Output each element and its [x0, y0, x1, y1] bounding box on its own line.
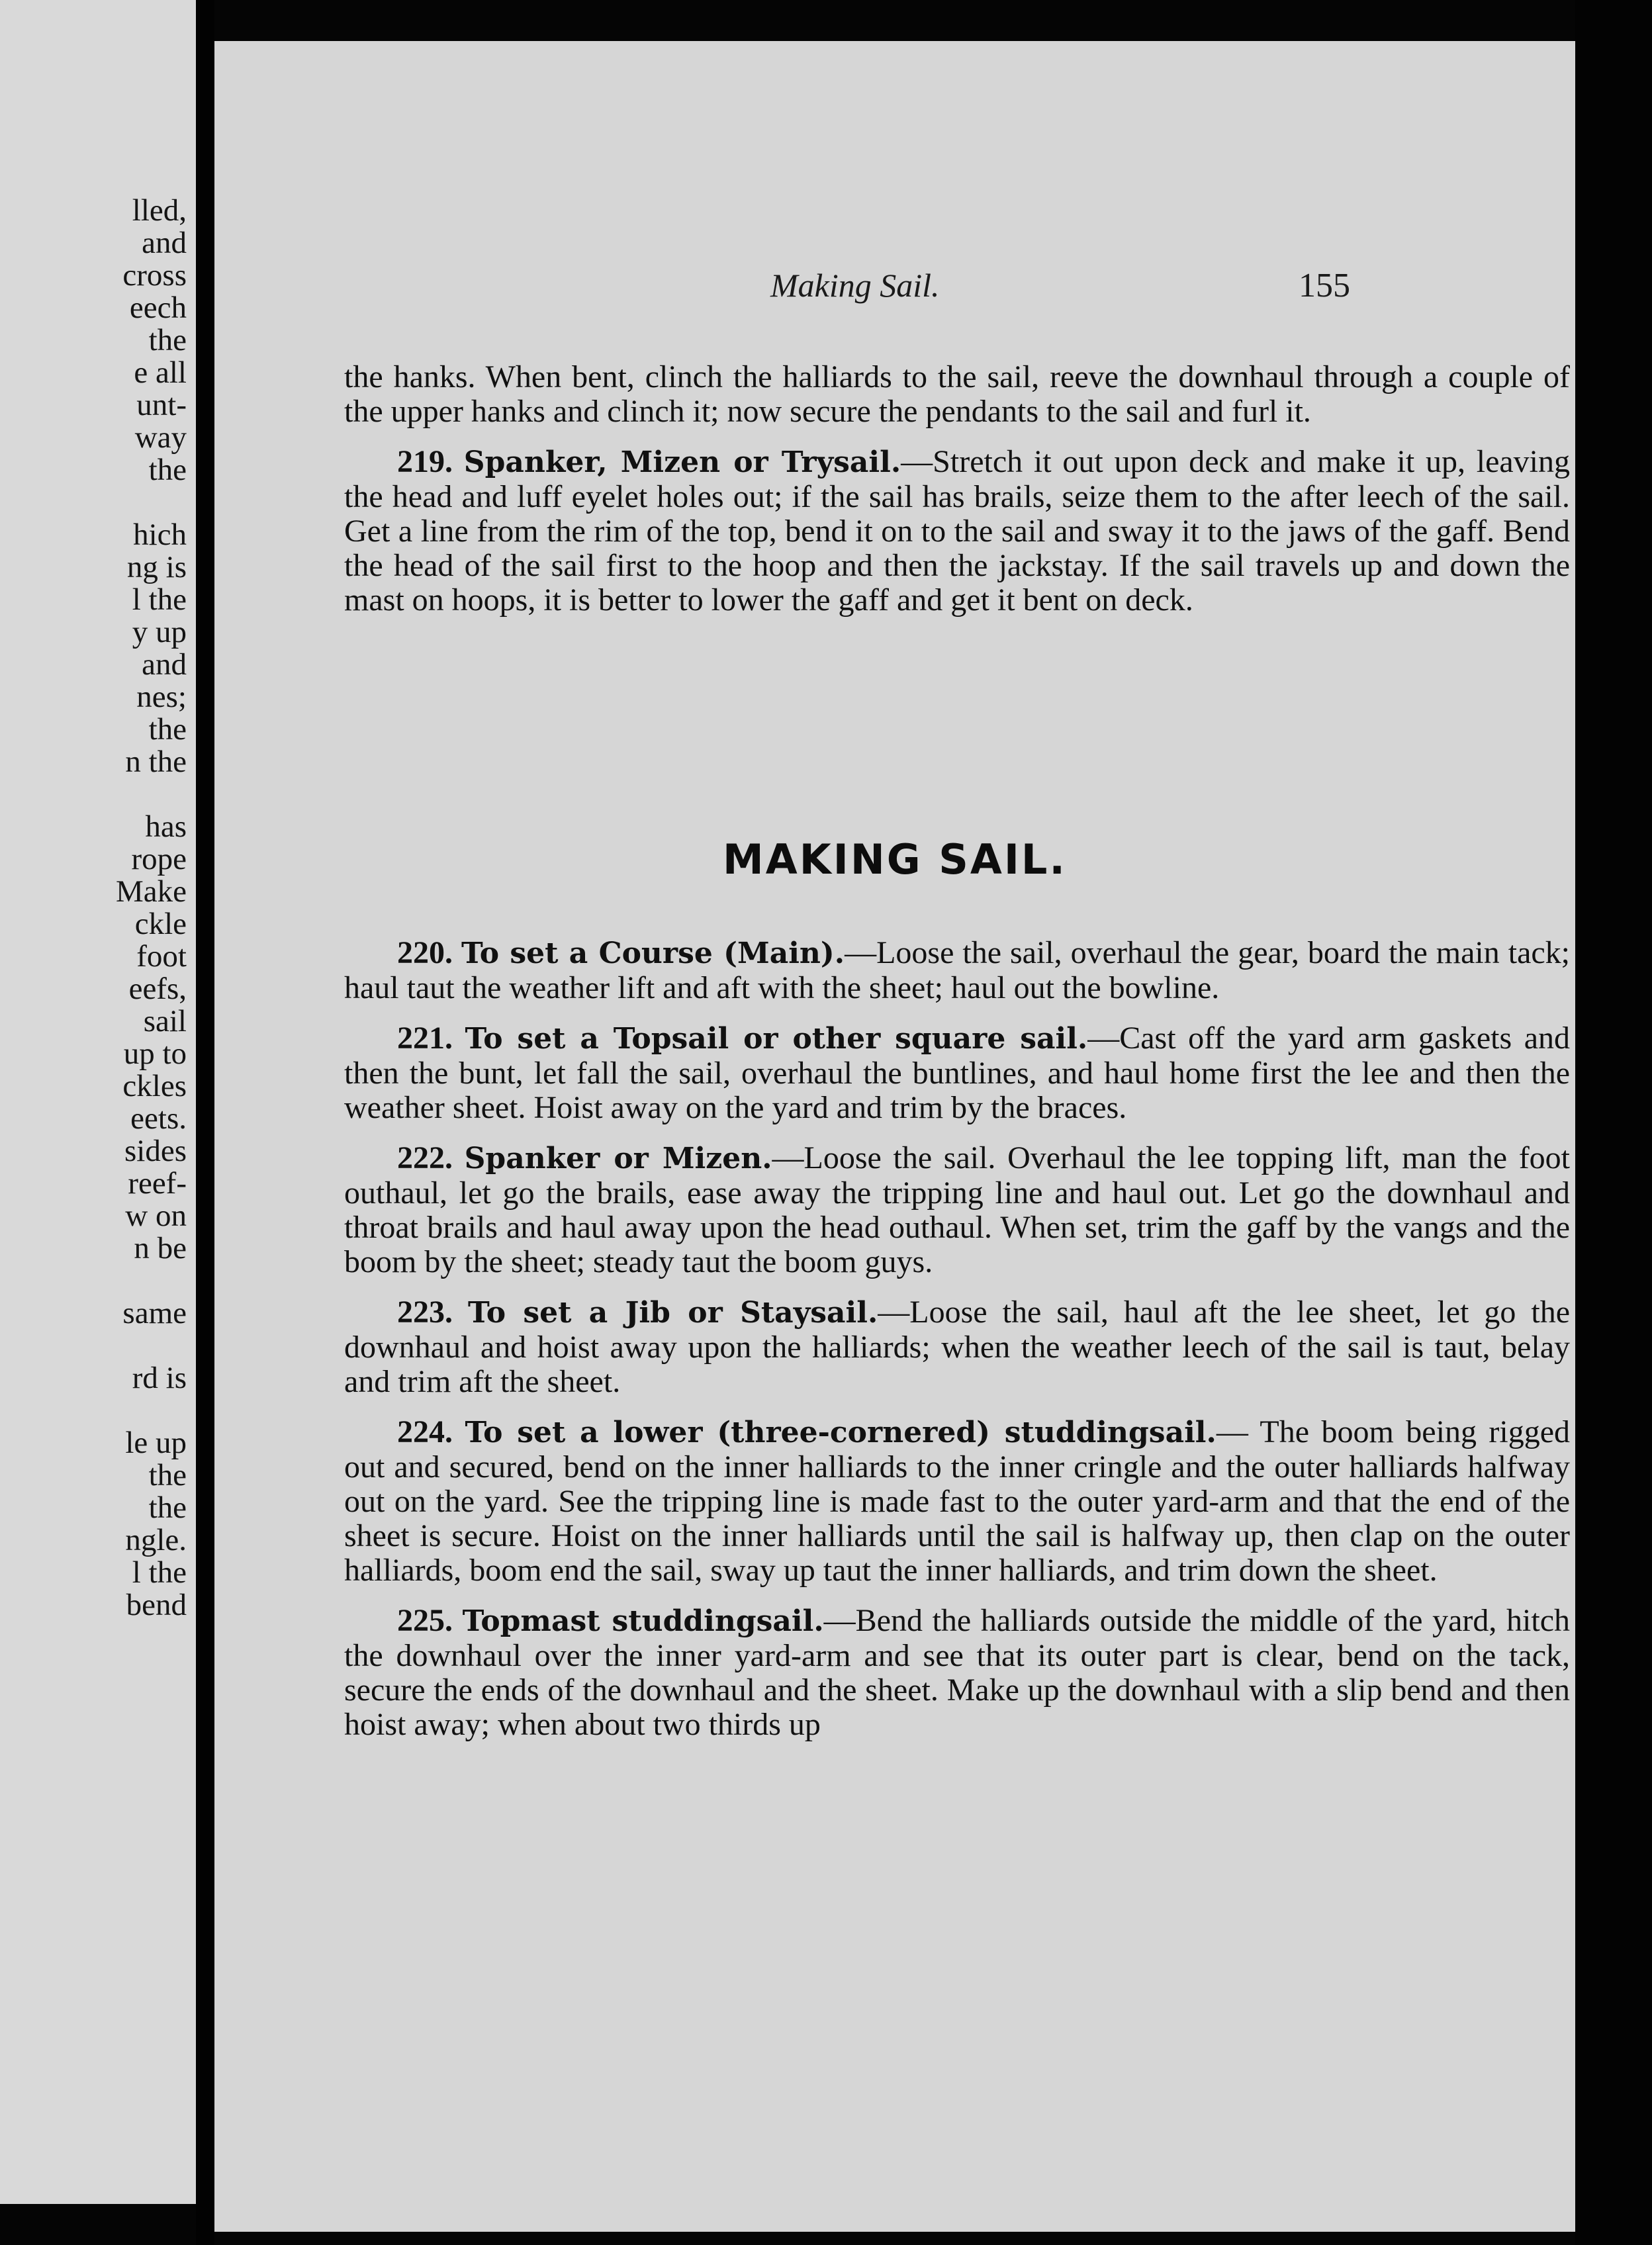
- left-page-fragment: [0, 130, 187, 162]
- paragraph-number: 223.: [397, 1295, 453, 1330]
- paragraph-text: —Loose the sail, haul aft the lee sheet, let go the downhaul and hoist away upon the halliards; when the weather leech of the sail is taut, belay and trim aft the sheet.: [344, 1295, 1571, 1399]
- left-page-fragment: [0, 486, 187, 519]
- paragraph-heading: Spanker or Mizen.: [464, 1142, 772, 1175]
- left-page-fragment: ng is: [126, 550, 187, 584]
- section-title: MAKING SAIL.: [723, 835, 1067, 884]
- left-page-fragment: n the: [125, 745, 187, 779]
- left-page-fragment: rd is: [132, 1361, 187, 1395]
- left-page-fragment: [0, 65, 187, 97]
- paragraph-heading: To set a Topsail or other square sail.: [465, 1022, 1088, 1056]
- left-page-fragment: cross: [122, 258, 187, 293]
- right-page-edge: [1575, 0, 1652, 2245]
- left-page-fragment: bend: [126, 1588, 187, 1622]
- left-page-fragment: eets.: [130, 1101, 187, 1136]
- left-page-fragment: [0, 778, 187, 811]
- left-page-fragment: has: [145, 809, 187, 844]
- left-page-fragment: ckle: [134, 907, 187, 941]
- left-page-fragment: sides: [124, 1134, 187, 1168]
- left-page-fragment: [0, 1395, 187, 1427]
- left-page-fragment: up to: [123, 1036, 187, 1071]
- paragraph-text: —Stretch it out upon deck and make it up, leaving the head and luff eyelet holes out; if the sail has brails, seize them to the after leech of the sail. Get a line from the rim of the top, bend it on to the sail and sway it to the jaws of the gaff. Bend the head of the sail first to the hoop and then the jackstay. If the sail travels up and down the mast on hoops, it is better to lower the gaff and get it bent on deck.: [344, 444, 1571, 618]
- paragraph-heading: To set a Course (Main).: [461, 937, 845, 970]
- paragraph-heading: To set a lower (three-cornered) studdingsail.: [465, 1416, 1216, 1449]
- right-page: [214, 41, 1575, 2232]
- left-page-fragment: eech: [129, 291, 187, 325]
- top-text-block: [344, 360, 1570, 633]
- paragraph-number: 219.: [397, 444, 453, 479]
- left-page-fragment: y up: [132, 615, 187, 649]
- paragraph: [344, 1295, 1570, 1399]
- left-page-fragment: way: [134, 420, 187, 455]
- left-page-fragment: rope: [131, 842, 187, 876]
- left-page-fragment: the: [148, 712, 187, 747]
- left-page-fragment: le up: [125, 1426, 187, 1460]
- paragraph-number: 222.: [397, 1140, 453, 1175]
- left-page-fragment: ckles: [122, 1069, 187, 1103]
- left-page-fragment: [0, 32, 187, 65]
- left-page-fragment: w on: [125, 1199, 187, 1233]
- paragraph-number: 220.: [397, 935, 453, 970]
- left-page-fragment: and: [142, 226, 187, 260]
- paragraph-heading: Spanker, Mizen or Trysail.: [463, 445, 901, 479]
- paragraph: [344, 1604, 1570, 1742]
- left-facing-page: [0, 0, 196, 2204]
- left-page-fragment: lled,: [132, 193, 187, 228]
- paragraph-text: — The boom being rigged out and secured, bend on the inner halliards to the inner cringle and the outer halliards halfway out on the yard. See the tripping line is made fast to the outer yard-arm and that the end of the sheet is secure. Hoist on the inner halliards until the sail is halfway up, then clap on the outer halliards, boom end the sail, sway up taut the inner halliards, and trim down the sheet.: [344, 1414, 1571, 1588]
- left-page-fragment: [0, 97, 187, 130]
- left-page-fragment: Make: [115, 874, 187, 909]
- paragraph-text: the hanks. When bent, clinch the halliards to the sail, reeve the downhaul through a couple of the upper hanks and clinch it; now secure the pendants to the sail and furl it.: [344, 359, 1570, 429]
- left-page-fragment: e all: [134, 355, 187, 390]
- left-page-text-fragments: [0, 0, 187, 1622]
- paragraph-text: —Cast off the yard arm gaskets and then the bunt, let fall the sail, overhaul the buntlines, and haul home first the lee and then the weather sheet. Hoist away on the yard and trim by the braces.: [344, 1021, 1571, 1125]
- paragraph: [344, 1021, 1570, 1125]
- left-page-fragment: nes;: [136, 680, 187, 714]
- paragraph: [344, 1141, 1570, 1279]
- left-page-fragment: sail: [143, 1004, 187, 1038]
- left-page-fragment: the: [148, 1490, 187, 1525]
- paragraph: [344, 1415, 1570, 1588]
- left-page-fragment: [0, 162, 187, 195]
- main-text-block: [344, 936, 1570, 1758]
- paragraph: [344, 445, 1570, 618]
- left-page-fragment: and: [142, 647, 187, 682]
- paragraph: [344, 936, 1570, 1005]
- left-page-fragment: l the: [132, 1555, 187, 1590]
- left-page-fragment: l the: [132, 582, 187, 617]
- left-page-fragment: foot: [136, 939, 187, 974]
- left-page-fragment: the: [148, 1458, 187, 1492]
- paragraph-number: 221.: [397, 1021, 453, 1056]
- paragraph-text: —Loose the sail, overhaul the gear, board the main tack; haul taut the weather lift and aft with the sheet; haul out the bowline.: [344, 935, 1571, 1005]
- left-page-fragment: ngle.: [125, 1523, 187, 1557]
- running-head: [214, 266, 1575, 319]
- left-page-fragment: reef-: [128, 1166, 187, 1201]
- paragraph-number: 225.: [397, 1603, 453, 1638]
- left-page-fragment: the: [148, 323, 187, 357]
- paragraph-heading: To set a Jib or Staysail.: [468, 1296, 878, 1330]
- paragraph-heading: Topmast studdingsail.: [462, 1604, 824, 1638]
- paragraph-text: —Loose the sail. Overhaul the lee topping lift, man the foot outhaul, let go the brails, ease away the tripping line and haul out. Let go the downhaul and throat brails and haul away upon the head outhaul. When set, trim the gaff by the vangs and the boom by the sheet; steady taut the boom guys.: [344, 1140, 1571, 1279]
- left-page-fragment: unt-: [136, 388, 187, 422]
- left-page-fragment: n be: [134, 1231, 187, 1265]
- running-title: Making Sail.: [770, 267, 940, 304]
- left-page-fragment: [0, 1265, 187, 1297]
- left-page-fragment: [0, 0, 187, 32]
- left-page-fragment: same: [122, 1296, 187, 1330]
- left-page-fragment: the: [148, 453, 187, 487]
- left-page-fragment: eefs,: [128, 972, 187, 1006]
- left-page-fragment: [0, 1330, 187, 1362]
- book-gutter: [196, 0, 214, 2245]
- page-number: 155: [1299, 267, 1350, 304]
- left-page-fragment: hich: [133, 518, 187, 552]
- paragraph: [344, 360, 1570, 429]
- paragraph-text: —Bend the halliards outside the middle of the yard, hitch the downhaul over the inner yard-arm and see that its outer part is clear, bend on the tack, secure the ends of the downhaul and the sheet. Make up the downhaul with a slip bend and then hoist away; when about two thirds up: [344, 1603, 1570, 1742]
- paragraph-number: 224.: [397, 1414, 453, 1449]
